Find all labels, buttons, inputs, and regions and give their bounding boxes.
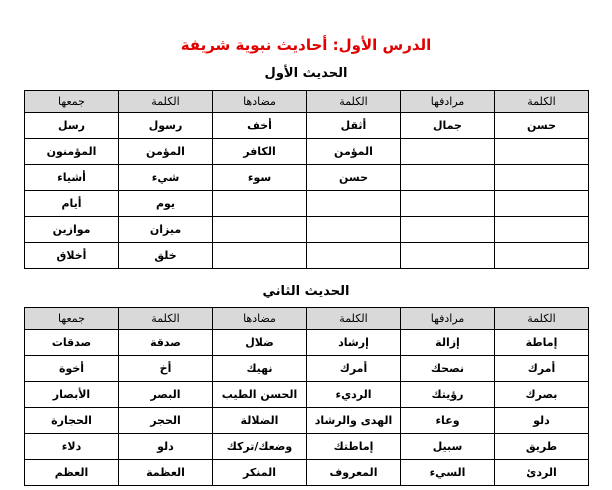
empty-cell [495, 139, 589, 165]
table-cell: ضلال [213, 330, 307, 356]
table-row [25, 460, 589, 486]
table-cell: المؤمن [119, 139, 213, 165]
column-header: مرادفها [401, 308, 495, 330]
column-header: مضادها [213, 308, 307, 330]
table-row [25, 356, 589, 382]
column-header: جمعها [25, 91, 119, 113]
empty-cell [401, 191, 495, 217]
table-cell: وعاء [401, 408, 495, 434]
table-row [25, 113, 589, 139]
table-cell: صدقات [25, 330, 119, 356]
table-cell: حسن [495, 113, 589, 139]
column-header: الكلمة [307, 308, 401, 330]
empty-cell [307, 191, 401, 217]
empty-cell [307, 243, 401, 269]
table-cell: وضعك/تركك [213, 434, 307, 460]
table-cell: أثقل [307, 113, 401, 139]
table-header-row [25, 91, 589, 113]
table-cell: طريق [495, 434, 589, 460]
table-row [25, 408, 589, 434]
table-cell: إماطتك [307, 434, 401, 460]
table-cell: إرشاد [307, 330, 401, 356]
empty-cell [495, 217, 589, 243]
empty-cell [401, 165, 495, 191]
column-header: مرادفها [401, 91, 495, 113]
table-cell: صدقة [119, 330, 213, 356]
empty-cell [401, 139, 495, 165]
table-cell: أمرك [495, 356, 589, 382]
table-cell: حسن [307, 165, 401, 191]
table-cell: خلق [119, 243, 213, 269]
column-header: الكلمة [307, 91, 401, 113]
table-cell: يوم [119, 191, 213, 217]
table-cell: الحجارة [25, 408, 119, 434]
column-header: الكلمة [119, 308, 213, 330]
table-row [25, 191, 589, 217]
table-row [25, 330, 589, 356]
table-cell: موازين [25, 217, 119, 243]
table-header-row [25, 308, 589, 330]
table-row [25, 243, 589, 269]
table-cell: الحسن الطيب [213, 382, 307, 408]
table-cell: الهدى والرشاد [307, 408, 401, 434]
table-cell: المنكر [213, 460, 307, 486]
table-cell: دلاء [25, 434, 119, 460]
table-row [25, 217, 589, 243]
column-header: الكلمة [119, 91, 213, 113]
table-row [25, 434, 589, 460]
empty-cell [495, 191, 589, 217]
column-header: الكلمة [495, 308, 589, 330]
table-cell: دلو [119, 434, 213, 460]
table-cell: الردئ [495, 460, 589, 486]
table-cell: إماطة [495, 330, 589, 356]
empty-cell [495, 165, 589, 191]
table-cell: نهيك [213, 356, 307, 382]
hadith2-heading: الحديث الثاني [262, 284, 350, 299]
table-cell: البصر [119, 382, 213, 408]
table-cell: رسول [119, 113, 213, 139]
empty-cell [401, 243, 495, 269]
hadith2-table [24, 307, 589, 486]
hadith1-heading: الحديث الأول [264, 66, 348, 81]
table-cell: السيء [401, 460, 495, 486]
table-cell: سوء [213, 165, 307, 191]
table-cell: الرديء [307, 382, 401, 408]
table-cell: شيء [119, 165, 213, 191]
empty-cell [213, 191, 307, 217]
empty-cell [495, 243, 589, 269]
column-header: مضادها [213, 91, 307, 113]
column-header: الكلمة [495, 91, 589, 113]
empty-cell [213, 243, 307, 269]
table-cell: سبيل [401, 434, 495, 460]
table-cell: رسل [25, 113, 119, 139]
table-cell: نصحك [401, 356, 495, 382]
table-cell: دلو [495, 408, 589, 434]
lesson-title: الدرس الأول: أحاديث نبوية شريفة [180, 36, 432, 54]
table-cell: المؤمنون [25, 139, 119, 165]
table-row [25, 165, 589, 191]
table-cell: الكافر [213, 139, 307, 165]
table-cell: المؤمن [307, 139, 401, 165]
table-row [25, 382, 589, 408]
table-cell: أخوة [25, 356, 119, 382]
table-cell: الأبصار [25, 382, 119, 408]
table-cell: العظمة [119, 460, 213, 486]
table-cell: الضلالة [213, 408, 307, 434]
empty-cell [213, 217, 307, 243]
table-cell: أشياء [25, 165, 119, 191]
table-cell: أمرك [307, 356, 401, 382]
table-cell: بصرك [495, 382, 589, 408]
table-cell: الحجر [119, 408, 213, 434]
table-cell: جمال [401, 113, 495, 139]
table-cell: أيام [25, 191, 119, 217]
table-cell: أخف [213, 113, 307, 139]
table-cell: ميزان [119, 217, 213, 243]
table-cell: رؤيتك [401, 382, 495, 408]
table-cell: أخلاق [25, 243, 119, 269]
empty-cell [307, 217, 401, 243]
column-header: جمعها [25, 308, 119, 330]
table-cell: العظم [25, 460, 119, 486]
table-cell: المعروف [307, 460, 401, 486]
table-row [25, 139, 589, 165]
hadith1-table [24, 90, 589, 269]
table-cell: أخ [119, 356, 213, 382]
table-cell: إزالة [401, 330, 495, 356]
empty-cell [401, 217, 495, 243]
